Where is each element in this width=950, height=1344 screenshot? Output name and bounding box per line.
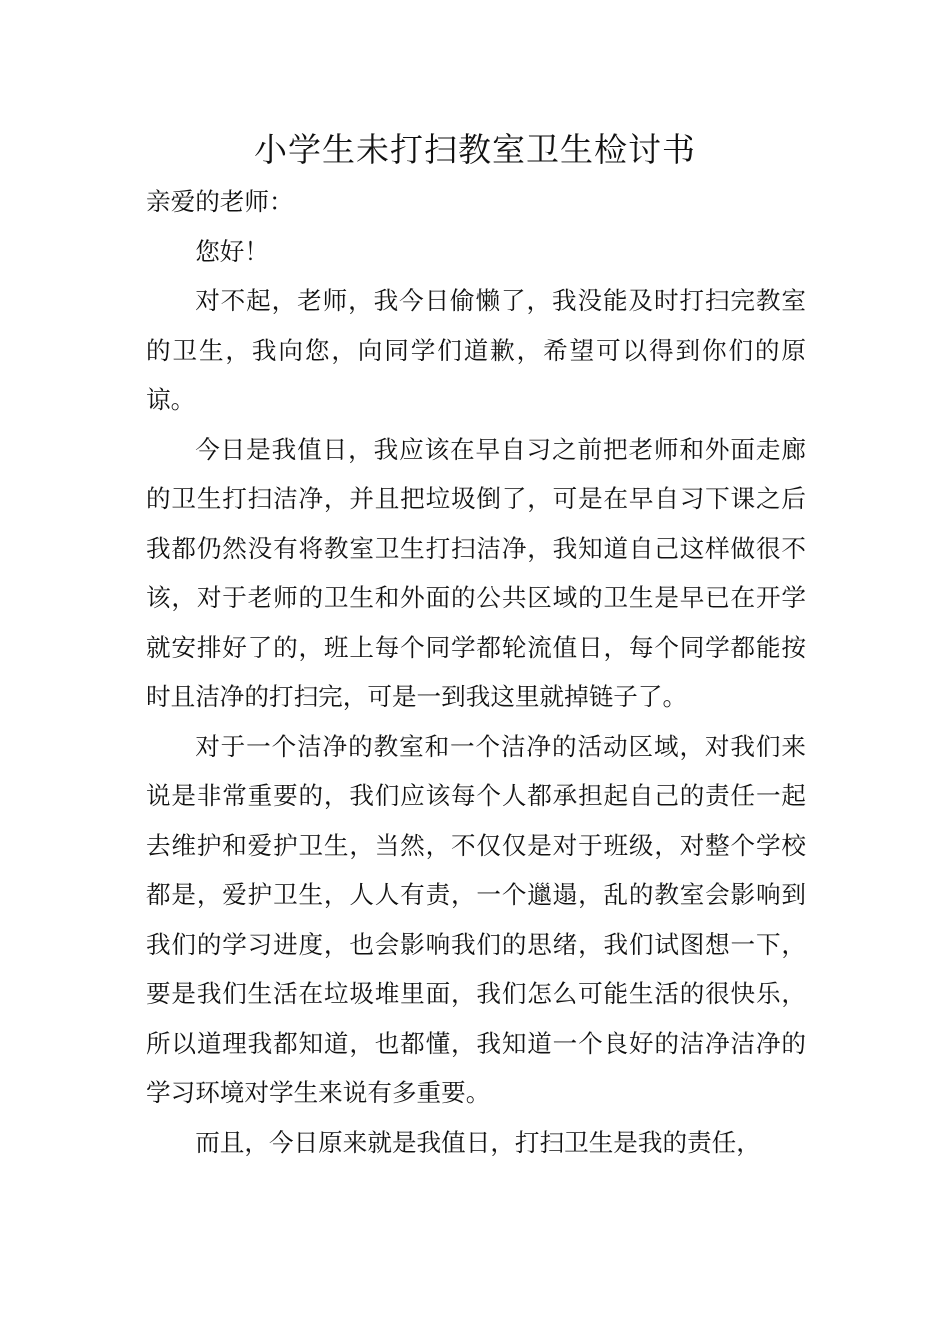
paragraph-2: 今日是我值日，我应该在早自习之前把老师和外面走廊的卫生打扫洁净，并且把垃圾倒了，可是在早自习下课之后我都仍然没有将教室卫生打扫洁净，我知道自己这样做很不该，对于老师的卫生和外面的公共区域的卫生是早已在开学就安排好了的，班上每个同学都轮流值日，每个同学都能按时且洁净的打扫完，可是一到我这里就掉链子了。 <box>146 434 806 711</box>
document-body <box>146 177 806 1167</box>
salutation: 亲爱的老师： <box>146 187 294 216</box>
greeting: 您好！ <box>195 236 269 266</box>
paragraph-4: 而且，今日原来就是我值日，打扫卫生是我的责任， <box>195 1127 761 1157</box>
paragraph-3: 对于一个洁净的教室和一个洁净的活动区域，对我们来说是非常重要的，我们应该每个人都承担起自己的责任一起去维护和爱护卫生，当然，不仅仅是对于班级，对整个学校都是，爱护卫生，人人有责，一个邋遢，乱的教室会影响到我们的学习进度，也会影响我们的思绪，我们试图想一下，要是我们生活在垃圾堆里面，我们怎么可能生活的很快乐，所以道理我都知道，也都懂，我知道一个良好的洁净洁净的学习环境对学生来说有多重要。 <box>146 731 806 1107</box>
paragraph-1: 对不起，老师，我今日偷懒了，我没能及时打扫完教室的卫生，我向您，向同学们道歉，希望可以得到你们的原谅。 <box>146 286 806 414</box>
document-title: 小学生未打扫教室卫生检讨书 <box>254 130 696 169</box>
